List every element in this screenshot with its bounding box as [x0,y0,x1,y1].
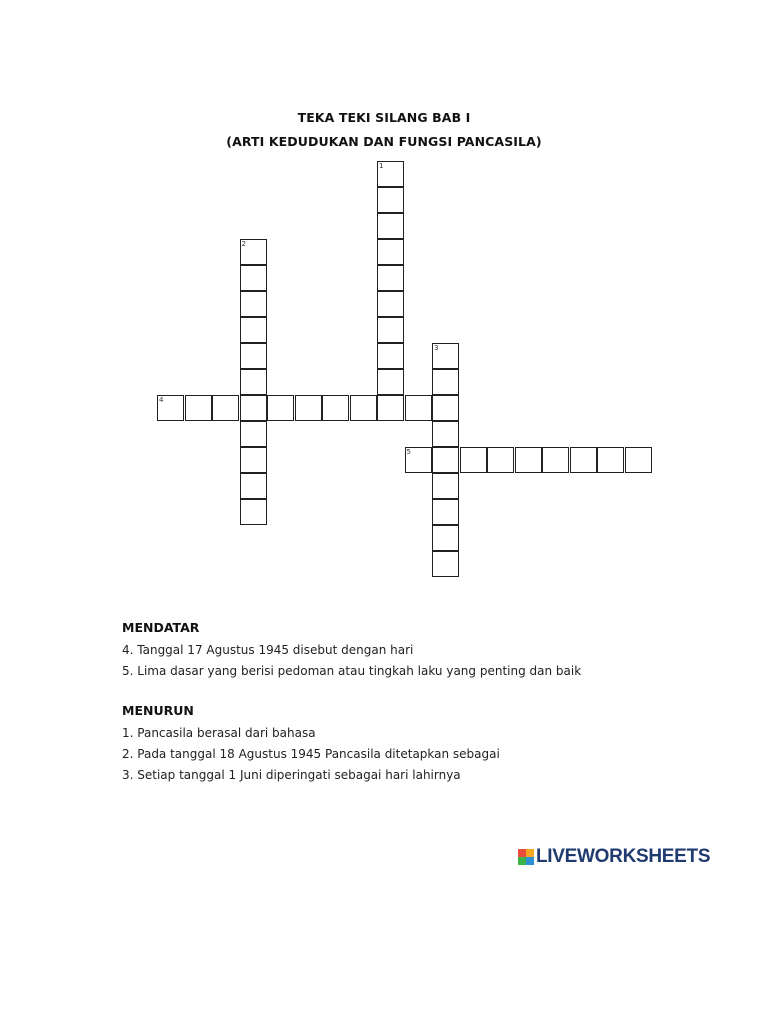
clue-across-5: 5. Lima dasar yang berisi pedoman atau tingkah laku yang penting dan baik [122,664,582,678]
crossword-cell[interactable] [432,499,459,525]
logo-square-2 [526,849,534,857]
mendatar-heading: MENDATAR [122,620,200,635]
crossword-cell[interactable] [240,499,267,525]
crossword-cell[interactable] [295,395,322,421]
crossword-cell[interactable] [432,473,459,499]
crossword-cell[interactable] [570,447,597,473]
crossword-cell[interactable] [432,395,459,421]
crossword-clue-number: 2 [241,240,246,248]
crossword-cell[interactable] [185,395,212,421]
crossword-clue-number: 4 [159,396,164,404]
crossword-cell[interactable] [377,317,404,343]
liveworksheets-logo [518,846,710,868]
crossword-cell[interactable] [487,447,514,473]
logo-square-1 [518,849,526,857]
crossword-cell[interactable] [240,395,267,421]
crossword-cell[interactable] [350,395,377,421]
crossword-cell[interactable] [267,395,294,421]
clue-down-3: 3. Setiap tanggal 1 Juni diperingati sebagai hari lahirnya [122,768,461,782]
crossword-cell[interactable] [432,551,459,577]
crossword-cell[interactable] [240,447,267,473]
crossword-cell[interactable] [405,447,432,473]
crossword-cell[interactable] [432,343,459,369]
crossword-cell[interactable] [597,447,624,473]
menurun-heading: MENURUN [122,703,194,718]
crossword-cell[interactable] [377,239,404,265]
crossword-cell[interactable] [377,161,404,187]
crossword-cell[interactable] [240,473,267,499]
clue-across-4: 4. Tanggal 17 Agustus 1945 disebut dengan hari [122,643,414,657]
crossword-cell[interactable] [432,525,459,551]
crossword-cell[interactable] [212,395,239,421]
liveworksheets-logo-text: LIVEWORKSHEETS [536,846,711,867]
crossword-cell[interactable] [377,369,404,395]
crossword-cell[interactable] [515,447,542,473]
crossword-clue-number: 5 [406,448,411,456]
crossword-cell[interactable] [377,343,404,369]
liveworksheets-logo-icon [518,849,534,865]
crossword-cell[interactable] [625,447,652,473]
crossword-cell[interactable] [377,187,404,213]
crossword-cell[interactable] [377,395,404,421]
crossword-cell[interactable] [240,369,267,395]
crossword-cell[interactable] [157,395,184,421]
clue-down-2: 2. Pada tanggal 18 Agustus 1945 Pancasila ditetapkan sebagai [122,747,500,761]
crossword-cell[interactable] [240,265,267,291]
crossword-cell[interactable] [240,343,267,369]
crossword-cell[interactable] [377,265,404,291]
crossword-cell[interactable] [240,239,267,265]
page-title-line-2: (ARTI KEDUDUKAN DAN FUNGSI PANCASILA) [226,134,542,149]
crossword-cell[interactable] [460,447,487,473]
crossword-cell[interactable] [432,421,459,447]
crossword-cell[interactable] [322,395,349,421]
clue-down-1: 1. Pancasila berasal dari bahasa [122,726,316,740]
logo-square-3 [518,857,526,865]
crossword-cell[interactable] [405,395,432,421]
crossword-cell[interactable] [542,447,569,473]
crossword-cell[interactable] [240,317,267,343]
crossword-cell[interactable] [240,291,267,317]
crossword-cell[interactable] [377,213,404,239]
crossword-cell[interactable] [432,447,459,473]
page-title-line-1: TEKA TEKI SILANG BAB I [297,110,471,125]
logo-square-4 [526,857,534,865]
crossword-cell[interactable] [432,369,459,395]
crossword-cell[interactable] [240,421,267,447]
crossword-cell[interactable] [377,291,404,317]
crossword-clue-number: 3 [434,344,439,352]
crossword-clue-number: 1 [379,162,384,170]
